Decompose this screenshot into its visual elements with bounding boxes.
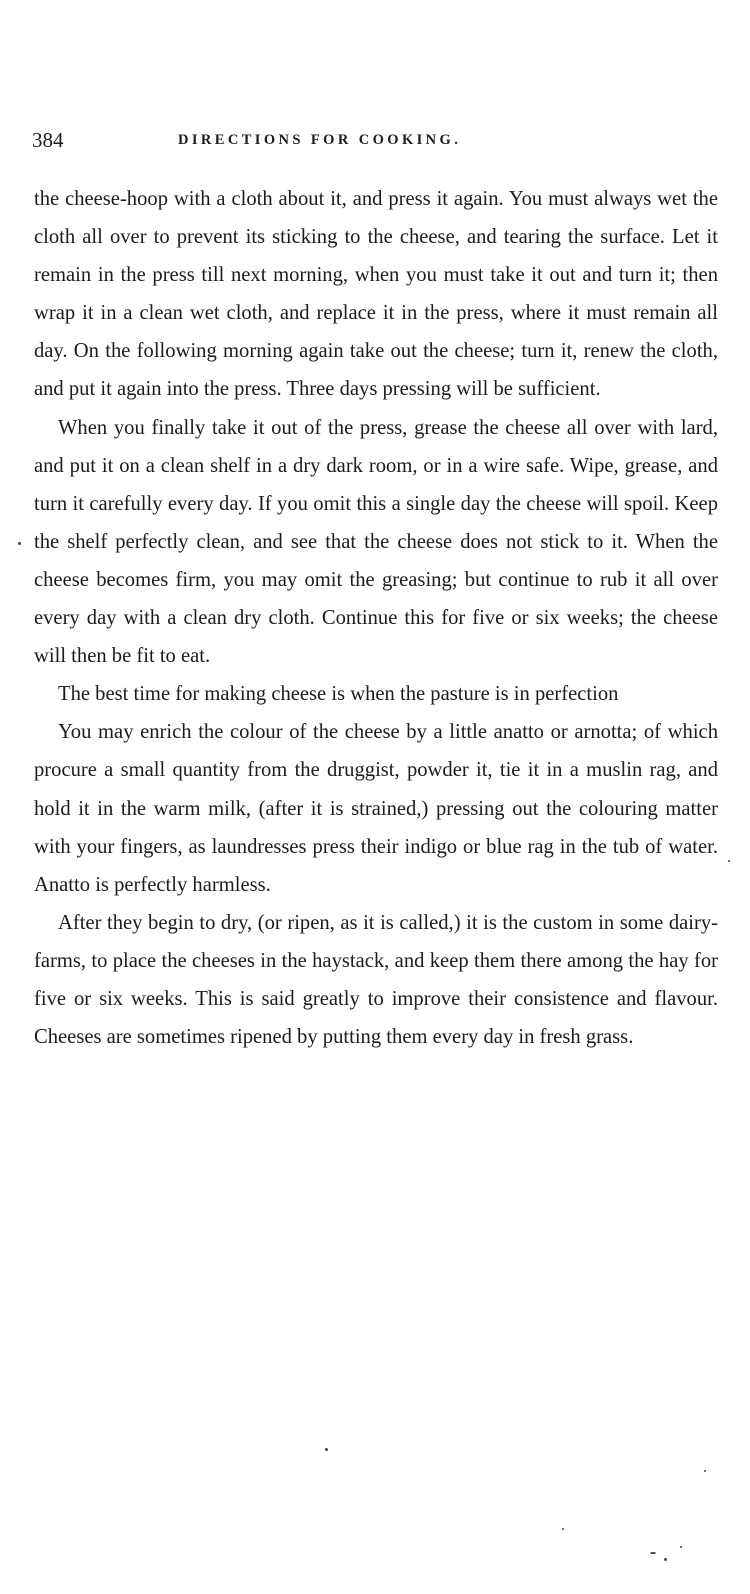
paragraph-best-time: The best time for making cheese is when the pasture is in perfection xyxy=(58,683,619,706)
page-number: 384 xyxy=(32,128,64,152)
paragraph-continuation: the cheese-hoop with a cloth about it, and press it again. You must always wet the cloth all over to prevent its sticking to the cheese, and tearing the surface. Let it remain in the press till next morning, when you must take it out and turn it; then wrap it in a clean wet cloth, and replace it in the press, where it must remain all day. On the following morning again take out the cheese; turn it, renew the cloth, and put it again into the press. Three days pressing will be sufficient. xyxy=(34,188,718,401)
page-header xyxy=(32,128,722,158)
scan-speck xyxy=(325,1448,328,1451)
running-title: DIRECTIONS FOR COOKING. xyxy=(178,132,462,148)
scan-speck xyxy=(728,860,730,862)
page-body xyxy=(34,180,718,1056)
scan-speck xyxy=(680,1546,682,1548)
scan-speck xyxy=(664,1558,667,1561)
scan-speck xyxy=(704,1470,706,1472)
paragraph-anatto: You may enrich the colour of the cheese by a little anatto or arnotta; of which procure a small quantity from the druggist, powder it, tie it in a muslin rag, and hold it in the warm milk, (after it is strained,) pressing out the colouring matter with your fingers, as laundresses press their indigo or blue rag in the tub of water. Anatto is perfectly harmless. xyxy=(34,721,718,896)
scan-speck xyxy=(650,1552,656,1554)
paragraph-grease-cheese: When you finally take it out of the press, grease the cheese all over with lard, and put it on a clean shelf in a dry dark room, or in a wire safe. Wipe, grease, and turn it carefully every day. If you omit this a single day the cheese will spoil. Keep the shelf perfectly clean, and see that the cheese does not stick to it. When the cheese becomes firm, you may omit the greasing; but continue to rub it all over every day with a clean dry cloth. Continue this for five or six weeks; the cheese will then be fit to eat. xyxy=(34,416,718,668)
paragraph-ripening: After they begin to dry, (or ripen, as it is called,) it is the custom in some dairy-farms, to place the cheeses in the haystack, and keep them there among the hay for five or six weeks. This is said greatly to improve their consistence and flavour. Cheeses are sometimes ripened by putting them every day in fresh grass. xyxy=(34,911,718,1049)
scan-speck xyxy=(562,1528,564,1530)
scan-speck xyxy=(18,542,21,545)
